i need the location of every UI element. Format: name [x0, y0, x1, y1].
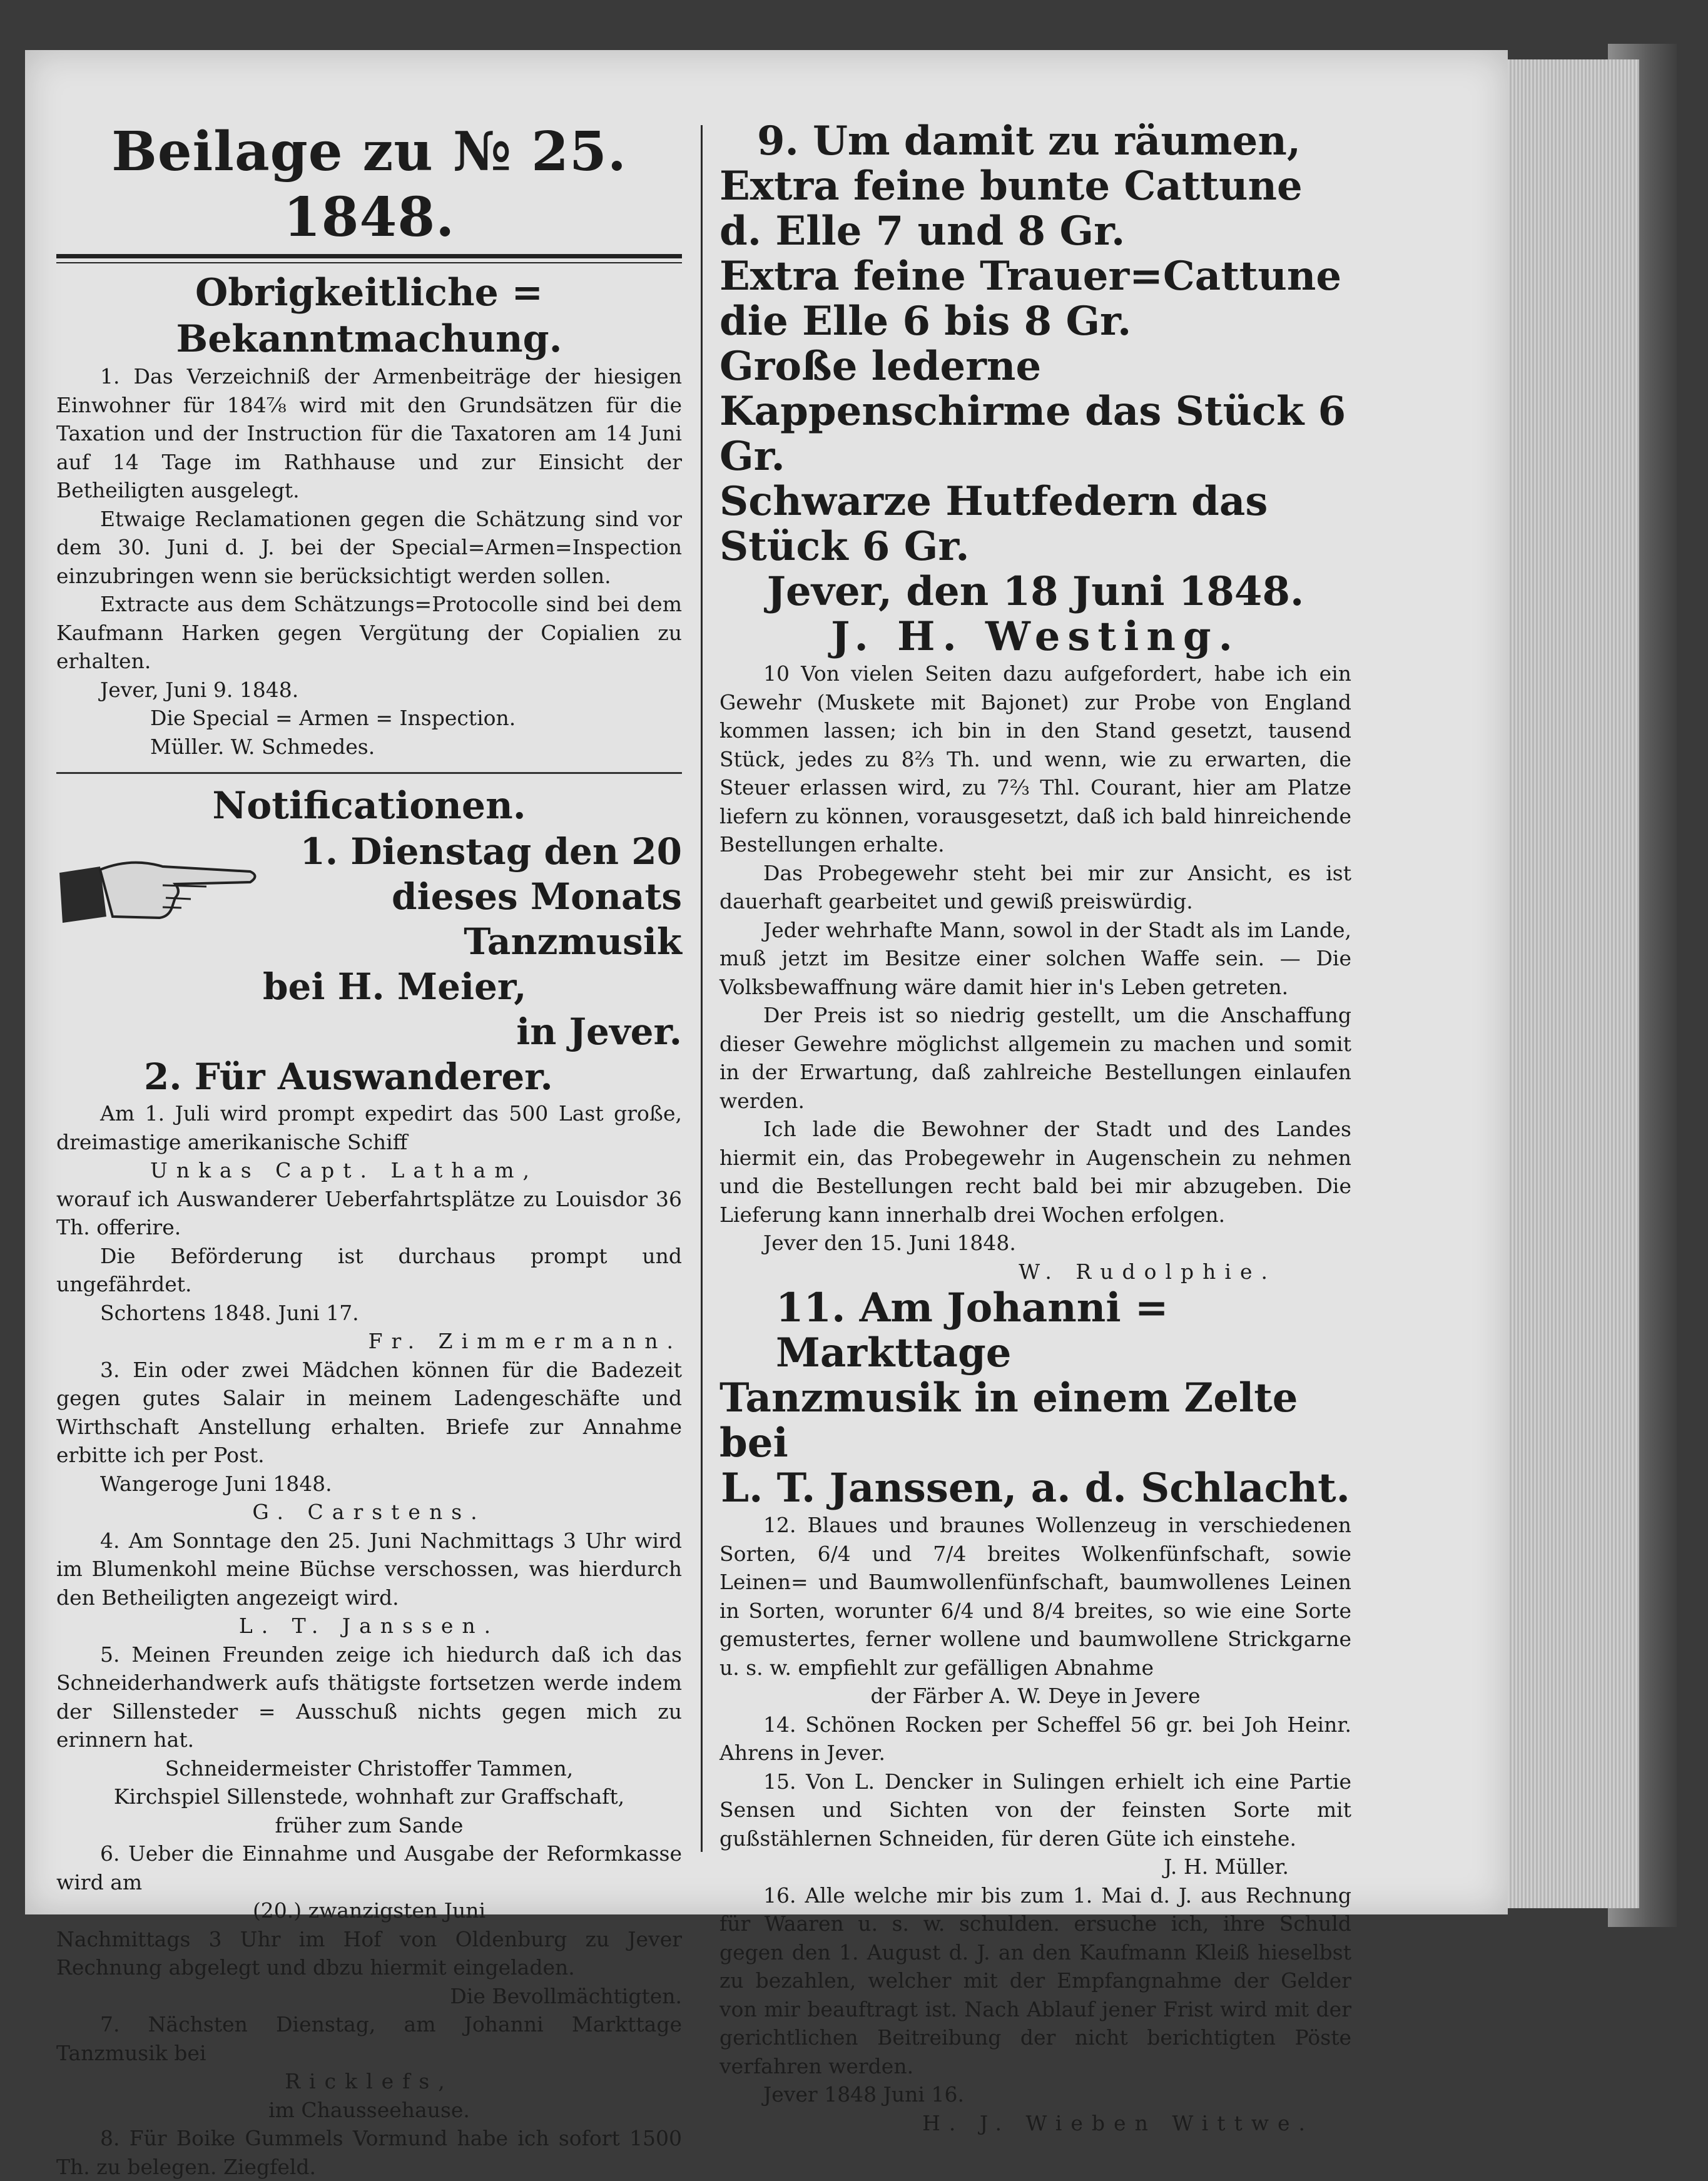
notice-5-signature-2: Kirchspiel Sillenstede, wohnhaft zur Graffschaft, — [113, 1784, 625, 1809]
notice-15-signature: J. H. Müller. — [1164, 1854, 1289, 1879]
official-heading: Obrigkeitliche = Bekanntmachung. — [176, 271, 562, 361]
notice-7-name: Ricklefs, — [285, 2069, 454, 2093]
notice-6-signature: Die Bevollmächtigten. — [450, 1983, 682, 2008]
pointing-hand-icon — [56, 848, 263, 935]
column-divider — [701, 125, 703, 1852]
notice-10-paragraph-2: Das Probegewehr steht bei mir zur Ansicht, es ist dauerhaft gearbeitet und gewiß preiswürdig. — [719, 860, 1351, 913]
notice-1 — [56, 829, 682, 1054]
notice-15-paragraph: 15. Von L. Dencker in Sulingen erhielt ich eine Partie Sensen und Sichten von der feinsten Sorte mit gußstählernen Schneiden, für deren Güte ich einstehe. — [719, 1769, 1351, 1851]
notice-9-line-1: 9. Um damit zu räumen, — [757, 118, 1301, 165]
notice-16-date: Jever 1848 Juni 16. — [763, 2082, 964, 2107]
notice-11-line-3: L. T. Janssen, a. d. Schlacht. — [721, 1465, 1350, 1512]
notice-1-line-4: in Jever. — [516, 1010, 682, 1053]
notice-3-paragraph: 3. Ein oder zwei Mädchen können für die Badezeit gegen gutes Salair in meinem Ladengeschäfte und Wirthschaft Anstellung erhalten. Briefe zur Annahme erbitte ich per Post. — [56, 1357, 682, 1467]
notice-2-ship: Unkas Capt. Latham, — [150, 1158, 539, 1182]
notice-5-signature-3: früher zum Sande — [275, 1812, 464, 1838]
right-column — [719, 118, 1351, 2135]
notice-1-line-2: dieses Monats Tanzmusik — [392, 875, 682, 963]
notice-4-paragraph: 4. Am Sonntage den 25. Juni Nachmittags 3 Uhr wird im Blumenkohl meine Büchse verschossen, was hierdurch den Betheiligten angezeigt wird. — [56, 1528, 682, 1610]
official-paragraph-2: Etwaige Reclamationen gegen die Schätzung sind vor dem 30. Juni d. J. bei der Special=Armen=Inspection einzubringen wenn sie berücksichtigt werden sollen. — [56, 506, 682, 588]
notice-11-line-2: Tanzmusik in einem Zelte bei — [719, 1375, 1298, 1467]
notice-9-signature: J. H. Westing. — [831, 613, 1240, 660]
notice-12-signature: der Färber A. W. Deye in Jevere — [870, 1684, 1201, 1708]
notice-4-signature: L. T. Janssen. — [238, 1614, 500, 1638]
notice-9-date: Jever, den 18 Juni 1848. — [766, 568, 1304, 615]
official-paragraph-3: Extracte aus dem Schätzungs=Protocolle sind bei dem Kaufmann Harken gegen Vergütung der Copialien zu erhalten. — [56, 592, 682, 673]
notice-10-paragraph-5: Ich lade die Bewohner der Stadt und des Landes hiermit ein, das Probegewehr in Augenschein zu nehmen und die Bestellungen recht bald bei mir abzugeben. Die Lieferung kann innerhalb drei Wochen erfolgen. — [719, 1117, 1351, 1227]
official-signature-2: Müller. W. Schmedes. — [150, 734, 375, 759]
notice-9-line-4: Große lederne Kappenschirme das Stück 6 Gr. — [719, 343, 1346, 480]
notice-2-heading: 2. Für Auswanderer. — [144, 1055, 553, 1098]
notice-1-text — [263, 829, 682, 1054]
page-edges — [1508, 59, 1639, 1908]
official-date: Jever, Juni 9. 1848. — [100, 677, 299, 702]
notice-2-paragraph-2: worauf ich Auswanderer Ueberfahrtsplätze zu Louisdor 36 Th. offerire. — [56, 1186, 682, 1239]
notice-2-date: Schortens 1848. Juni 17. — [100, 1300, 359, 1325]
official-paragraph-1: 1. Das Verzeichniß der Armenbeiträge der hiesigen Einwohner für 184⅞ wird mit den Grundsätzen für die Taxation und der Instruction für die Taxatoren am 14 Juni auf 14 Tage im Rathhause und zur Einsicht der Betheiligten ausgelegt. — [56, 364, 682, 502]
notice-6-paragraph-2: Nachmittags 3 Uhr im Hof von Oldenburg zu Jever Rechnung abgelegt und dbzu hiermit eingeladen. — [56, 1926, 682, 1980]
notice-10-signature: W. Rudolphie. — [1019, 1259, 1276, 1284]
notice-9-line-5: Schwarze Hutfedern das Stück 6 Gr. — [719, 478, 1268, 570]
notice-9-line-3: Extra feine Trauer=Cattune die Elle 6 bis 8 Gr. — [719, 253, 1342, 345]
masthead-rule — [56, 254, 682, 263]
masthead-title: Beilage zu № 25. 1848. — [111, 120, 627, 249]
notice-10-paragraph-3: Jeder wehrhafte Mann, sowol in der Stadt als im Lande, muß jetzt im Besitze einer solchen Waffe sein. — Die Volksbewaffnung wäre damit hier in's Leben getreten. — [719, 917, 1351, 999]
notice-7-paragraph: 7. Nächsten Dienstag, am Johanni Markttage Tanzmusik bei — [56, 2012, 682, 2065]
notice-7-place: im Chausseehause. — [268, 2097, 470, 2122]
notice-5-paragraph: 5. Meinen Freunden zeige ich hiedurch daß ich das Schneiderhandwerk aufs thätigste fortsetzen werde indem der Sillensteder = Ausschuß nichts gegen mich zu erinnern hat. — [56, 1642, 682, 1752]
notice-10-date: Jever den 15. Juni 1848. — [763, 1231, 1016, 1255]
notice-10-paragraph-4: Der Preis ist so niedrig gestellt, um die Anschaffung dieser Gewehre möglichst allgemein zu machen und somit in der Erwartung, daß zahlreiche Bestellungen einlaufen werden. — [719, 1003, 1351, 1113]
notice-1-line-1: 1. Dienstag den 20 — [300, 830, 682, 873]
notice-10-paragraph-1: 10 Von vielen Seiten dazu aufgefordert, habe ich ein Gewehr (Muskete mit Bajonet) zur Probe von England kommen lassen; ich bin in den Stand gesetzt, tausend Stück, jedes zu 8⅔ Th. und wenn, wie zu erwarten, die Steuer erlassen wird, zu 7⅔ Thl. Courant, hier am Platze liefern zu können, vorausgesetzt, daß ich bald hinreichende Bestellungen erhalte. — [719, 661, 1351, 857]
notice-2-paragraph-3: Die Beförderung ist durchaus prompt und ungefährdet. — [56, 1243, 682, 1296]
notice-5-signature-1: Schneidermeister Christoffer Tammen, — [165, 1756, 574, 1781]
section-rule — [56, 772, 682, 774]
notice-2-signature: Fr. Zimmermann. — [368, 1329, 682, 1353]
notice-2-paragraph-1: Am 1. Juli wird prompt expedirt das 500 Last große, dreimastige amerikanische Schiff — [56, 1101, 682, 1154]
notice-1-line-3: bei H. Meier, — [263, 965, 527, 1008]
notice-14-paragraph: 14. Schönen Rocken per Scheffel 56 gr. bei Joh Heinr. Ahrens in Jever. — [719, 1712, 1351, 1765]
notice-11-line-1: 11. Am Johanni = Markttage — [776, 1284, 1169, 1376]
official-signature-1: Die Special = Armen = Inspection. — [150, 706, 516, 730]
notice-16-signature: H. J. Wieben Wittwe. — [922, 2110, 1314, 2135]
notice-6-paragraph-1: 6. Ueber die Einnahme und Ausgabe der Reformkasse wird am — [56, 1841, 682, 1894]
notice-9-line-2: Extra feine bunte Cattune d. Elle 7 und 8 Gr. — [719, 163, 1303, 255]
notice-16-paragraph: 16. Alle welche mir bis zum 1. Mai d. J. aus Rechnung für Waaren u. s. w. schulden. ersuche ich, ihre Schuld gegen den 1. August d. J. an den Kaufmann Kleiß hieselbst zu bezahlen, welcher mit der Empfangnahme der Gelder von mir beauftragt ist. Nach Ablauf jener Frist wird mit der gerichtlichen Beitreibung der nicht berichtigten Pöste verfahren werden. — [719, 1883, 1351, 2078]
left-column — [56, 119, 682, 2179]
notice-12-paragraph: 12. Blaues und braunes Wollenzeug in verschiedenen Sorten, 6/4 und 7/4 breites Wolkenfünfschaft, sowie Leinen= und Baumwollenfünfschaft, baumwollenes Leinen in Sorten, worunter 6/4 und 8/4 breites, so wie eine Sorte gemustertes, ferner wollene und baumwollene Strickgarne u. s. w. empfiehlt zur gefälligen Abnahme — [719, 1513, 1351, 1680]
notice-6-date: (20.) zwanzigsten Juni — [252, 1898, 486, 1923]
notice-3-date: Wangeroge Juni 1848. — [100, 1471, 332, 1496]
notice-3-signature: G. Carstens. — [252, 1500, 486, 1524]
notifications-heading: Notificationen. — [212, 784, 526, 828]
notice-8-paragraph: 8. Für Boike Gummels Vormund habe ich sofort 1500 Th. zu belegen. Ziegfeld. — [56, 2126, 682, 2179]
